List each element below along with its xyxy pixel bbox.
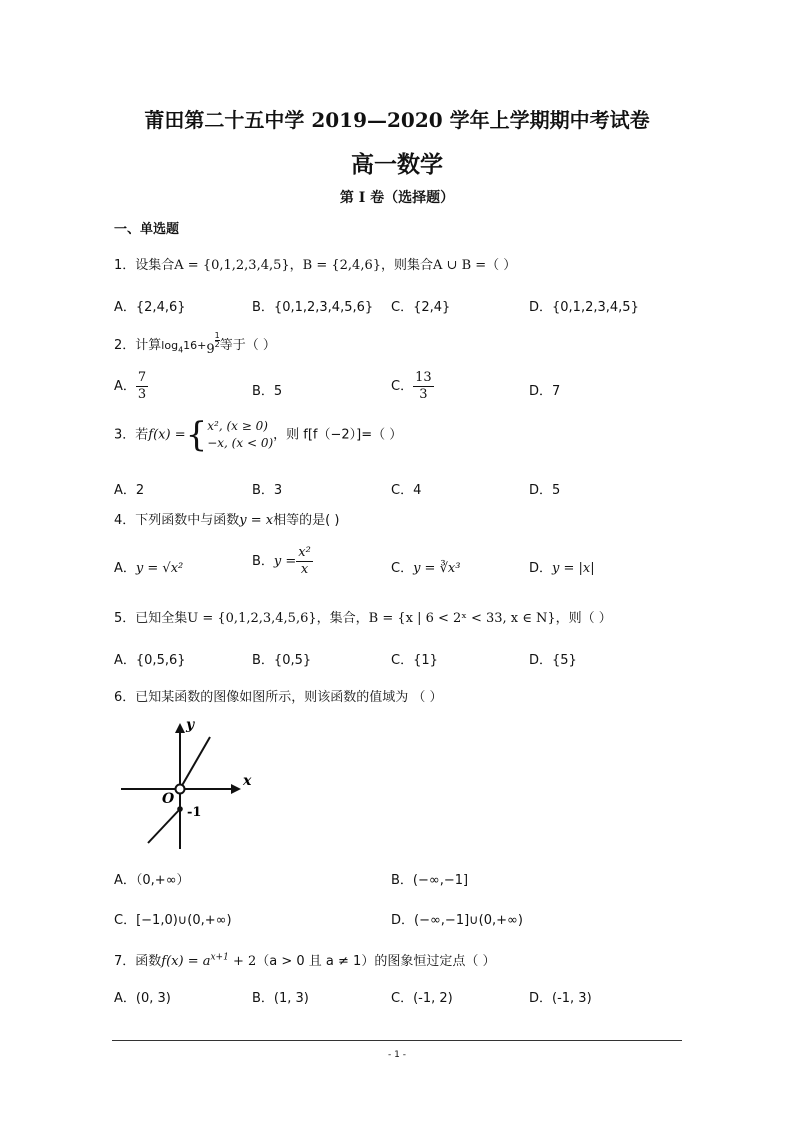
volume-title: 第 I 卷（选择题）	[339, 190, 455, 206]
question-6-option-b[interactable]: B．(−∞,−1]	[391, 873, 469, 888]
exam-title: 莆田第二十五中学 2019—2020 学年上学期期中考试卷	[144, 108, 650, 132]
question-3-option-b[interactable]: B．3	[252, 483, 283, 498]
question-6-stem: 6．已知某函数的图像如图所示，则该函数的值域为 （ ）	[114, 690, 443, 705]
question-7-option-b[interactable]: B．(1, 3)	[252, 991, 309, 1006]
graph-branch-right	[180, 737, 210, 789]
question-2-stem: 2．计算$\log_416+9$ $\frac{1}{2}$ 等于（ ）	[114, 331, 276, 357]
question-3-option-c[interactable]: C．4	[391, 483, 422, 498]
open-point-origin	[176, 785, 185, 794]
question-7-option-c[interactable]: C．(-1, 2)	[391, 991, 453, 1006]
y-mark-label: -1	[187, 805, 202, 820]
section-heading: 一、单选题	[114, 222, 180, 237]
question-5-option-a[interactable]: A．{0,5,6}	[114, 653, 186, 668]
footer-divider	[112, 1040, 682, 1041]
question-1-option-a[interactable]: A．{2,4,6}	[114, 300, 186, 315]
page-number: - 1 -	[388, 1050, 406, 1060]
question-4-option-c[interactable]: C．y = ∛x³	[391, 561, 461, 576]
question-6-option-a[interactable]: A．（0,+∞）	[114, 873, 190, 888]
question-5-stem: 5．已知全集U = {0,1,2,3,4,5,6}，集合，B = {x | 6 < 2ˣ < 33, x ∈ N}，则（ ）	[114, 611, 612, 626]
question-6-option-c[interactable]: C．[−1,0)∪(0,+∞)	[114, 913, 232, 928]
question-3-option-d[interactable]: D．5	[529, 483, 561, 498]
x-axis-label: x	[243, 773, 252, 789]
y-axis-arrow	[175, 723, 185, 733]
question-7-option-d[interactable]: D．(-1, 3)	[529, 991, 592, 1006]
question-5-option-d[interactable]: D．{5}	[529, 653, 577, 668]
question-2-option-c[interactable]: C． $\frac{13}{3}$	[391, 370, 432, 402]
question-1-option-c[interactable]: C．{2,4}	[391, 300, 451, 315]
question-4-option-d[interactable]: D．y = |x|	[529, 561, 595, 576]
origin-label: O	[162, 791, 175, 807]
subject-title: 高一数学	[351, 151, 443, 178]
function-graph	[115, 715, 250, 855]
graph-branch-left	[148, 809, 180, 843]
question-2-option-d[interactable]: D．7	[529, 384, 561, 399]
question-3-option-a[interactable]: A．2	[114, 483, 145, 498]
question-7-option-a[interactable]: A．(0, 3)	[114, 991, 171, 1006]
y-axis-label: y	[186, 717, 195, 733]
x-axis-arrow	[231, 784, 241, 794]
question-1-option-d[interactable]: D．{0,1,2,3,4,5}	[529, 300, 639, 315]
question-3-stem: 3．若f(x) ={ x², (x ≥ 0) −x, (x < 0) ，则 f[f（−2）]=（ ）	[114, 415, 403, 455]
set-a: A = {0,1,2,3,4,5}	[174, 258, 290, 273]
question-2-option-a[interactable]: A． $\frac{7}{3}$	[114, 370, 147, 402]
question-1-option-b[interactable]: B．{0,1,2,3,4,5,6}	[252, 300, 374, 315]
question-7-stem: 7．函数$f(x) = a^{x+1} + 2(a > 0$ 且 a ≠ 1）的图象恒过定点（ ）	[114, 952, 496, 969]
question-5-option-b[interactable]: B．{0,5}	[252, 653, 312, 668]
question-4-option-a[interactable]: A．y = √x²	[114, 561, 184, 576]
set-b: B = {2,4,6}	[302, 258, 382, 273]
closed-point-minus-one	[177, 806, 183, 812]
question-4-stem: 4．下列函数中与函数y = x相等的是( )	[114, 513, 340, 528]
question-4-option-b[interactable]: B．y = $\frac{\text{x²}}{x}$	[252, 545, 311, 577]
question-6-option-d[interactable]: D．(−∞,−1]∪(0,+∞)	[391, 913, 523, 928]
question-2-option-b[interactable]: B．5	[252, 384, 283, 399]
question-5-option-c[interactable]: C．{1}	[391, 653, 438, 668]
question-1-stem: 1．设集合A = {0,1,2,3,4,5}，B = {2,4,6}，则集合A ∪ B =（ ）	[114, 258, 517, 273]
